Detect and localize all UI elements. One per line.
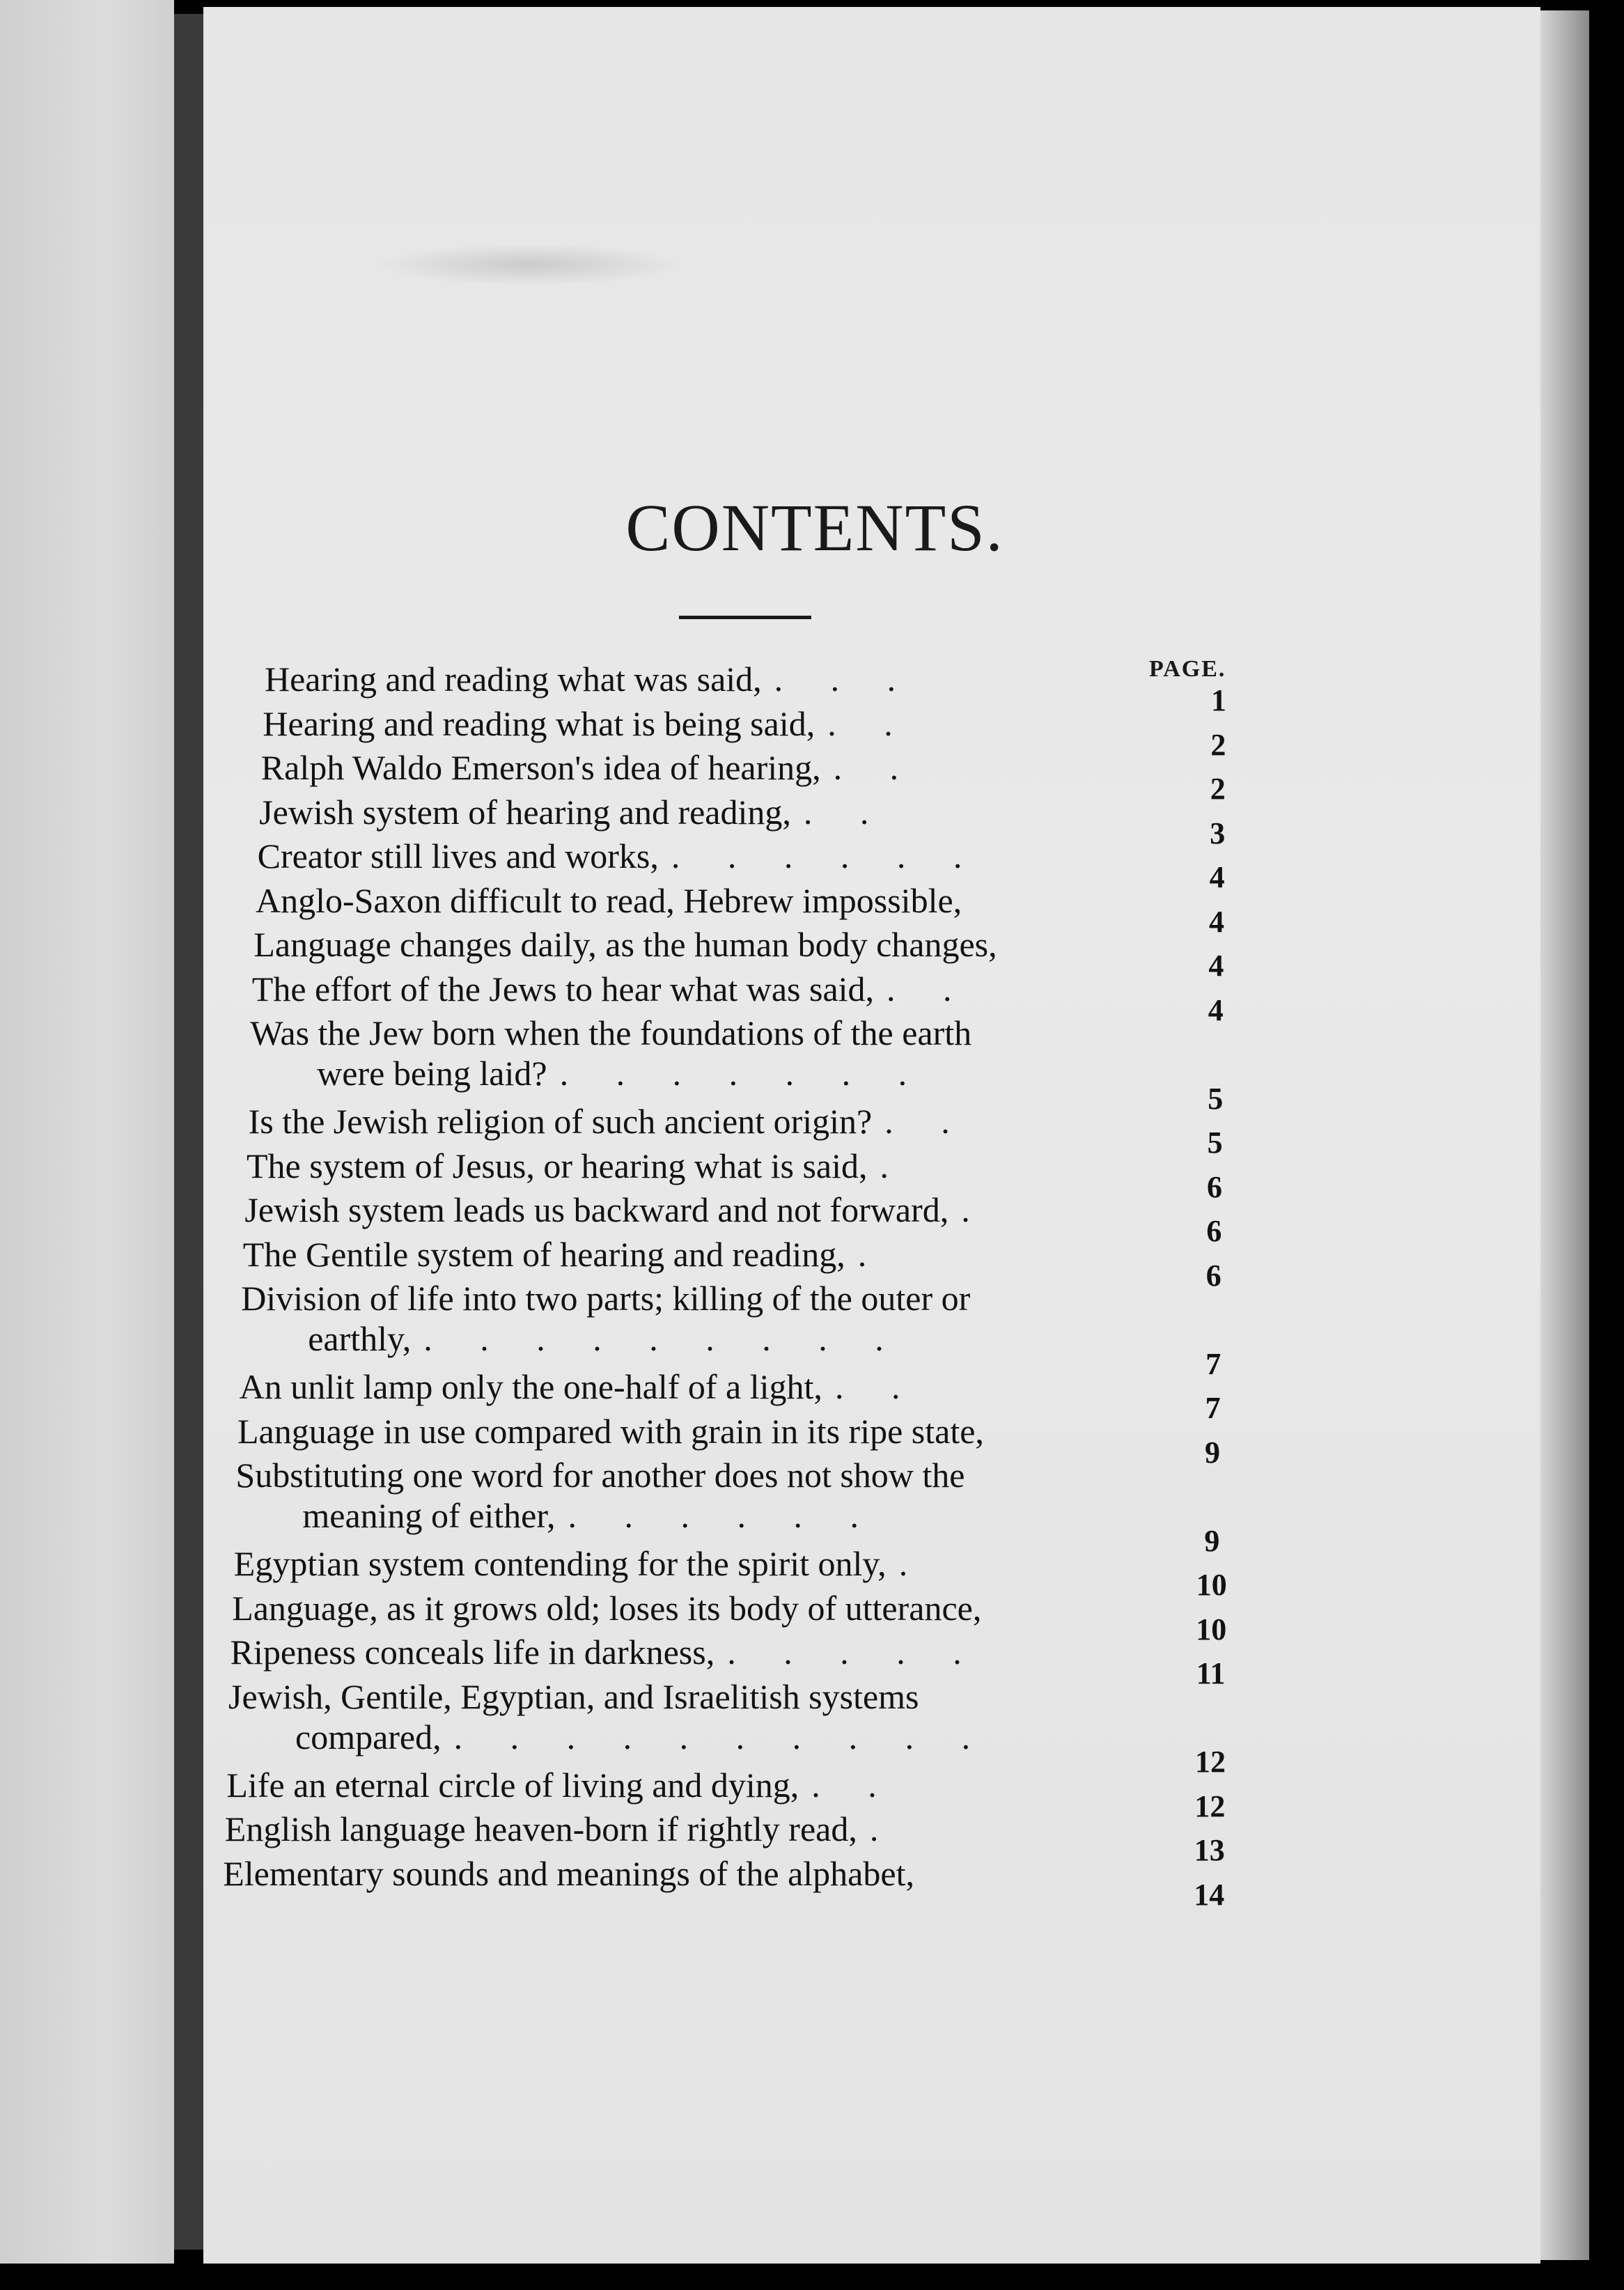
toc-page-number: 4 — [1209, 904, 1224, 939]
toc-entry-title: Language, as it grows old; loses its body of utterance, — [232, 1588, 982, 1628]
toc-leader-dots: . . — [827, 703, 912, 743]
toc-entry-title: Hearing and reading what is being said, — [263, 703, 815, 743]
toc-entry-continuation: meaning of either, . . . . . . — [302, 1496, 879, 1535]
toc-leader-dots: . — [898, 1544, 928, 1583]
page-column-label: PAGE. — [1149, 656, 1226, 682]
toc-leader-dots: . . — [834, 1367, 920, 1406]
toc-page-number: 2 — [1210, 772, 1226, 806]
toc-leader-dots: . . . . . — [727, 1633, 981, 1672]
toc-entry — [240, 1369, 920, 1404]
toc-entry — [259, 792, 889, 832]
toc-entry — [232, 1588, 982, 1628]
toc-entry — [256, 880, 962, 920]
toc-page-number: 5 — [1208, 1081, 1224, 1116]
toc-page-number: 4 — [1209, 860, 1225, 894]
toc-entry-title: Jewish system leads us backward and not forward, — [244, 1190, 949, 1229]
toc-page-number: 9 — [1205, 1435, 1220, 1470]
toc-entry — [224, 1809, 898, 1848]
toc-entry — [249, 1104, 969, 1139]
toc-page-number: 13 — [1194, 1833, 1225, 1867]
toc-entry — [253, 927, 997, 962]
toc-entry — [257, 836, 982, 875]
toc-page-number: 6 — [1207, 1169, 1222, 1204]
toc-entry — [242, 1234, 887, 1274]
toc-entry-title: Division of life into two parts; killing of the outer or — [241, 1279, 971, 1318]
toc-entry — [250, 1015, 971, 1091]
toc-leader-dots: . . . . . . . — [559, 1054, 927, 1093]
toc-page-number: 2 — [1210, 727, 1226, 762]
toc-page-number: 6 — [1206, 1214, 1222, 1248]
toc-entry — [228, 1676, 990, 1757]
toc-leader-dots: . . — [887, 969, 971, 1008]
toc-page-number: 5 — [1207, 1125, 1223, 1160]
toc-page-number: 12 — [1194, 1789, 1226, 1823]
toc-entry-title: Egyptian system contending for the spirit only, — [233, 1544, 887, 1583]
toc-entry-title: Ripeness conceals life in darkness, — [230, 1633, 715, 1672]
toc-leader-dots: . — [857, 1234, 887, 1274]
toc-leader-dots: . . . . . . — [568, 1496, 879, 1535]
toc-entry-title: Language changes daily, as the human body changes, — [253, 925, 997, 964]
toc-page-number: 12 — [1195, 1745, 1226, 1779]
toc-entry-title: Life an eternal circle of living and dying, — [226, 1765, 799, 1805]
toc-entry-title: Was the Jew born when the foundations of the earth — [250, 1013, 972, 1052]
toc-entry — [247, 1148, 908, 1183]
toc-page-number: 7 — [1205, 1346, 1221, 1381]
toc-page-number: 10 — [1196, 1568, 1227, 1602]
toc-leader-dots: . . — [884, 1102, 969, 1141]
toc-entry-continuation: were being laid? . . . . . . . — [317, 1054, 927, 1093]
toc-leader-dots: . . . . . . . . . . — [453, 1717, 990, 1757]
toc-entry-continuation: compared, . . . . . . . . . . — [295, 1717, 990, 1757]
toc-leader-dots: . — [869, 1809, 898, 1848]
toc-entry — [226, 1765, 896, 1805]
toc-entry-title: Hearing and reading what was said, — [265, 660, 762, 699]
toc-entry-title: The Gentile system of hearing and reading, — [242, 1234, 845, 1274]
toc-entry-title: Anglo-Saxon difficult to read, Hebrew impossible, — [256, 880, 962, 920]
toc-entry-continuation: earthly, . . . . . . . . . — [308, 1319, 903, 1358]
toc-entry-title: Jewish, Gentile, Egyptian, and Israelitish systems — [228, 1676, 919, 1716]
toc-page-number: 6 — [1205, 1258, 1221, 1293]
toc-entry — [237, 1411, 984, 1451]
toc-leader-dots: . — [961, 1190, 990, 1229]
toc-entry — [223, 1853, 914, 1893]
toc-page-number: 14 — [1194, 1877, 1225, 1912]
toc-page-number: 10 — [1196, 1612, 1227, 1646]
toc-entry — [265, 660, 916, 699]
toc-page-number: 7 — [1205, 1391, 1221, 1425]
toc-entry-title: Substituting one word for another does not show the — [235, 1456, 965, 1495]
toc-entry-title: Jewish system of hearing and reading, — [259, 792, 791, 832]
toc-page-number: 3 — [1210, 816, 1226, 850]
toc-page-number: 9 — [1204, 1523, 1220, 1558]
toc-entry — [244, 1192, 989, 1227]
toc-entry-title: The effort of the Jews to hear what was said, — [251, 969, 875, 1008]
toc-entry — [263, 703, 912, 743]
toc-entry — [234, 1546, 927, 1581]
toc-page-number: 4 — [1208, 949, 1224, 983]
toc-entry-title: English language heaven-born if rightly read, — [224, 1809, 857, 1848]
toc-entry-title: Elementary sounds and meanings of the alphabet, — [223, 1853, 914, 1893]
toc-entry-title: Is the Jewish religion of such ancient origin? — [248, 1102, 873, 1141]
toc-entry-title: Ralph Waldo Emerson's idea of hearing, — [260, 748, 821, 787]
toc-entry-title: The system of Jesus, or hearing what is said, — [247, 1146, 868, 1185]
toc-entry-title: Language in use compared with grain in its ripe state, — [237, 1411, 984, 1451]
toc-entry — [261, 750, 918, 785]
toc-leader-dots: . . — [803, 792, 889, 832]
toc-page-number: 11 — [1196, 1656, 1226, 1690]
toc-page-number: 4 — [1208, 992, 1224, 1027]
toc-entry — [235, 1458, 965, 1533]
toc-entry-title: An unlit lamp only the one-half of a light, — [239, 1367, 822, 1406]
toc-entry — [241, 1281, 970, 1356]
toc-leader-dots: . . . . . . — [671, 836, 982, 875]
toc-leader-dots: . . . — [774, 660, 916, 699]
toc-entry — [251, 969, 971, 1008]
toc-entry — [230, 1633, 981, 1672]
toc-entry-title: Creator still lives and works, — [257, 836, 659, 875]
toc-page-number: 1 — [1211, 683, 1226, 717]
toc-leader-dots: . . — [833, 748, 919, 787]
toc-leader-dots: . . . . . . . . . — [423, 1319, 903, 1358]
toc-leader-dots: . — [880, 1146, 909, 1185]
title-text: CONTENTS. — [625, 490, 1004, 565]
toc-leader-dots: . . — [811, 1765, 896, 1805]
